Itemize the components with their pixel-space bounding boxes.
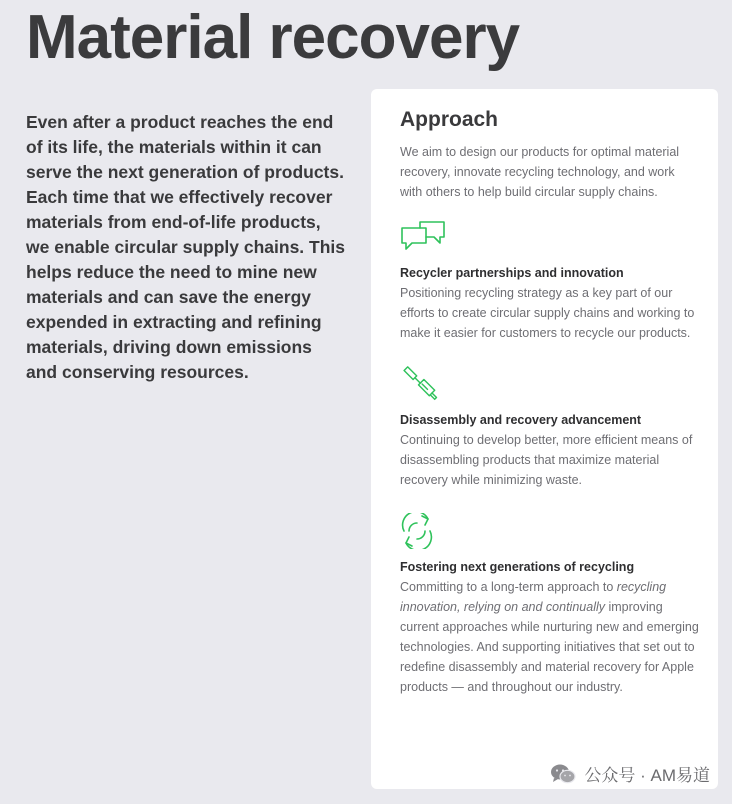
recycle-arrows-icon [400,513,446,549]
item-heading: Recycler partnerships and innovation [400,266,624,280]
item-text: Positioning recycling strategy as a key part of our efforts to create circular supply chains and working to make it easier for customers to recycle our products. [400,286,695,340]
wechat-icon [550,763,576,785]
approach-item-recycler-partnerships [400,219,718,343]
approach-card [371,89,718,789]
page-title: Material recovery [26,3,520,72]
item-text [400,577,700,697]
watermark-text: 公众号 · AM易道 [584,766,710,785]
screwdriver-icon [400,366,446,402]
approach-description: We aim to design our products for optimal material recovery, innovate recycling technology, and work with others to help build circular supply chains. [400,145,680,199]
item-text-italic: recycling innovation, relying on and continually [400,580,667,614]
approach-title: Approach [400,108,499,131]
item-text: Continuing to develop better, more efficient means of disassembling products that maximize material recovery while minimizing waste. [400,433,693,487]
approach-item-next-generations [400,513,718,697]
item-text-start: Committing to a long-term approach to [400,580,617,594]
item-heading: Fostering next generations of recycling [400,560,635,574]
item-text-end: improving current approaches while nurturing new and emerging technologies. And supporting initiatives that set out to redefine disassembly and material recovery for Apple products — and throughout our industry. [400,600,699,694]
watermark [550,761,710,786]
item-heading: Disassembly and recovery advancement [400,413,642,427]
approach-item-disassembly [400,366,718,490]
intro-paragraph: Even after a product reaches the end of its life, the materials within it can serve the next generation of products. Each time that we effectively recover materials from end-of-life products, we enable circular supply chains. This helps reduce the need to mine new materials and can save the energy expended in extracting and refining materials, driving down emissions and conserving resources. [26,112,345,382]
speech-bubbles-icon [400,219,446,255]
